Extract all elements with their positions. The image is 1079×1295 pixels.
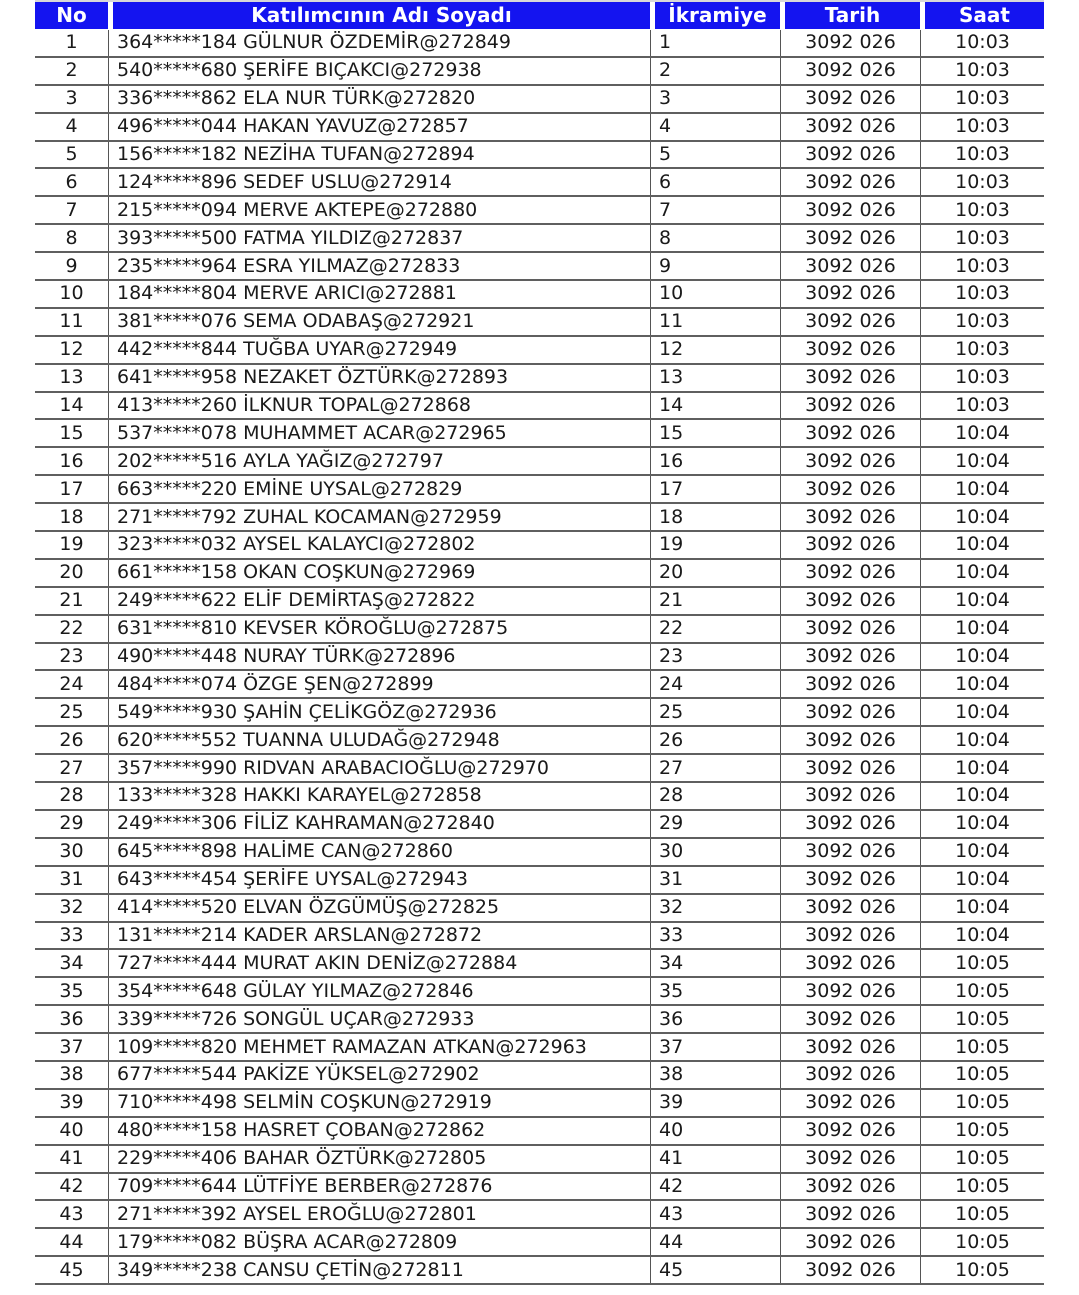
tarih-value: 3092 026	[780, 839, 920, 865]
row-number: 23	[59, 645, 84, 668]
saat-value: 10:03	[920, 169, 1044, 195]
saat-value: 10:04	[920, 504, 1044, 530]
table-row	[35, 950, 1044, 978]
table-body	[35, 30, 1044, 1285]
ikramiye-value: 35	[650, 978, 780, 1004]
saat-value: 10:05	[920, 1090, 1044, 1116]
saat-value: 10:03	[920, 197, 1044, 223]
saat-value: 10:05	[920, 1146, 1044, 1172]
table-row	[35, 281, 1044, 309]
tarih-value: 3092 026	[780, 978, 920, 1004]
table-row	[35, 1229, 1044, 1257]
row-number: 10	[59, 282, 84, 305]
tarih-value: 3092 026	[780, 671, 920, 697]
tarih-value: 3092 026	[780, 616, 920, 642]
row-number: 38	[59, 1063, 84, 1086]
ikramiye-value: 32	[650, 895, 780, 921]
ikramiye-value: 5	[650, 142, 780, 168]
ikramiye-value: 17	[650, 476, 780, 502]
row-number: 1	[65, 31, 78, 54]
row-number: 17	[59, 477, 84, 500]
saat-value: 10:03	[920, 337, 1044, 363]
table-row	[35, 783, 1044, 811]
ikramiye-value: 2	[650, 58, 780, 84]
ikramiye-value: 9	[650, 253, 780, 279]
saat-value: 10:04	[920, 923, 1044, 949]
table-row	[35, 811, 1044, 839]
saat-value: 10:04	[920, 839, 1044, 865]
saat-value: 10:03	[920, 253, 1044, 279]
participant-name: 393*****500 FATMA YILDIZ@272837	[108, 225, 650, 251]
participant-name: 549*****930 ŞAHİN ÇELİKGÖZ@272936	[108, 699, 650, 725]
saat-value: 10:04	[920, 811, 1044, 837]
header-tarih: Tarih	[780, 2, 920, 29]
table-row	[35, 420, 1044, 448]
tarih-value: 3092 026	[780, 727, 920, 753]
tarih-value: 3092 026	[780, 1062, 920, 1088]
participant-name: 641*****958 NEZAKET ÖZTÜRK@272893	[108, 365, 650, 391]
row-number: 40	[59, 1119, 84, 1142]
tarih-value: 3092 026	[780, 783, 920, 809]
table-row	[35, 616, 1044, 644]
ikramiye-value: 42	[650, 1174, 780, 1200]
tarih-value: 3092 026	[780, 755, 920, 781]
table-row	[35, 337, 1044, 365]
saat-value: 10:04	[920, 671, 1044, 697]
tarih-value: 3092 026	[780, 867, 920, 893]
tarih-value: 3092 026	[780, 532, 920, 558]
ikramiye-value: 30	[650, 839, 780, 865]
table-row	[35, 867, 1044, 895]
table-row	[35, 1201, 1044, 1229]
saat-value: 10:03	[920, 393, 1044, 419]
table-row	[35, 1062, 1044, 1090]
participant-name: 229*****406 BAHAR ÖZTÜRK@272805	[108, 1146, 650, 1172]
participant-name: 156*****182 NEZİHA TUFAN@272894	[108, 142, 650, 168]
participant-name: 645*****898 HALİME CAN@272860	[108, 839, 650, 865]
tarih-value: 3092 026	[780, 1201, 920, 1227]
row-number: 20	[59, 561, 84, 584]
table-row	[35, 699, 1044, 727]
saat-value: 10:03	[920, 142, 1044, 168]
row-number: 15	[59, 421, 84, 444]
saat-value: 10:04	[920, 448, 1044, 474]
table-row	[35, 978, 1044, 1006]
saat-value: 10:05	[920, 1174, 1044, 1200]
ikramiye-value: 45	[650, 1257, 780, 1283]
participant-name: 620*****552 TUANNA ULUDAĞ@272948	[108, 727, 650, 753]
tarih-value: 3092 026	[780, 86, 920, 112]
ikramiye-value: 24	[650, 671, 780, 697]
row-number: 39	[59, 1091, 84, 1114]
participant-name: 271*****392 AYSEL EROĞLU@272801	[108, 1201, 650, 1227]
tarih-value: 3092 026	[780, 644, 920, 670]
table-row	[35, 309, 1044, 337]
table-row	[35, 895, 1044, 923]
participant-name: 354*****648 GÜLAY YILMAZ@272846	[108, 978, 650, 1004]
row-number: 16	[59, 449, 84, 472]
table-row	[35, 923, 1044, 951]
tarih-value: 3092 026	[780, 588, 920, 614]
ikramiye-value: 18	[650, 504, 780, 530]
ikramiye-value: 25	[650, 699, 780, 725]
saat-value: 10:03	[920, 365, 1044, 391]
ikramiye-value: 15	[650, 420, 780, 446]
table-row	[35, 755, 1044, 783]
saat-value: 10:04	[920, 783, 1044, 809]
table-row	[35, 225, 1044, 253]
participant-name: 349*****238 CANSU ÇETİN@272811	[108, 1257, 650, 1283]
participant-name: 480*****158 HASRET ÇOBAN@272862	[108, 1118, 650, 1144]
tarih-value: 3092 026	[780, 225, 920, 251]
row-number: 43	[59, 1202, 84, 1225]
saat-value: 10:03	[920, 30, 1044, 56]
ikramiye-value: 7	[650, 197, 780, 223]
row-number: 42	[59, 1174, 84, 1197]
participant-name: 202*****516 AYLA YAĞIZ@272797	[108, 448, 650, 474]
ikramiye-value: 8	[650, 225, 780, 251]
ikramiye-value: 22	[650, 616, 780, 642]
saat-value: 10:05	[920, 950, 1044, 976]
participant-name: 490*****448 NURAY TÜRK@272896	[108, 644, 650, 670]
tarih-value: 3092 026	[780, 1229, 920, 1255]
participant-name: 442*****844 TUĞBA UYAR@272949	[108, 337, 650, 363]
table-row	[35, 86, 1044, 114]
ikramiye-value: 21	[650, 588, 780, 614]
saat-value: 10:03	[920, 86, 1044, 112]
participant-name: 709*****644 LÜTFİYE BERBER@272876	[108, 1174, 650, 1200]
row-number: 13	[59, 366, 84, 389]
tarih-value: 3092 026	[780, 923, 920, 949]
tarih-value: 3092 026	[780, 30, 920, 56]
saat-value: 10:05	[920, 1062, 1044, 1088]
row-number: 14	[59, 394, 84, 417]
participant-name: 364*****184 GÜLNUR ÖZDEMİR@272849	[108, 30, 650, 56]
row-number: 37	[59, 1035, 84, 1058]
participant-name: 215*****094 MERVE AKTEPE@272880	[108, 197, 650, 223]
saat-value: 10:05	[920, 1118, 1044, 1144]
row-number: 36	[59, 1007, 84, 1030]
row-number: 21	[59, 589, 84, 612]
participant-name: 249*****306 FİLİZ KAHRAMAN@272840	[108, 811, 650, 837]
table-row	[35, 1118, 1044, 1146]
tarih-value: 3092 026	[780, 895, 920, 921]
table-row	[35, 114, 1044, 142]
saat-value: 10:03	[920, 281, 1044, 307]
participant-name: 131*****214 KADER ARSLAN@272872	[108, 923, 650, 949]
participant-name: 540*****680 ŞERİFE BIÇAKCI@272938	[108, 58, 650, 84]
row-number: 32	[59, 896, 84, 919]
participant-name: 663*****220 EMİNE UYSAL@272829	[108, 476, 650, 502]
header-ikramiye: İkramiye	[650, 2, 780, 29]
saat-value: 10:04	[920, 616, 1044, 642]
tarih-value: 3092 026	[780, 114, 920, 140]
table-row	[35, 30, 1044, 58]
saat-value: 10:05	[920, 978, 1044, 1004]
participant-name: 124*****896 SEDEF USLU@272914	[108, 169, 650, 195]
row-number: 25	[59, 700, 84, 723]
tarih-value: 3092 026	[780, 950, 920, 976]
row-number: 28	[59, 784, 84, 807]
saat-value: 10:04	[920, 420, 1044, 446]
row-number: 7	[65, 198, 78, 221]
tarih-value: 3092 026	[780, 169, 920, 195]
row-number: 33	[59, 923, 84, 946]
table-row	[35, 197, 1044, 225]
ikramiye-value: 20	[650, 560, 780, 586]
participant-name: 184*****804 MERVE ARICI@272881	[108, 281, 650, 307]
tarih-value: 3092 026	[780, 811, 920, 837]
participant-name: 336*****862 ELA NUR TÜRK@272820	[108, 86, 650, 112]
saat-value: 10:03	[920, 58, 1044, 84]
saat-value: 10:04	[920, 532, 1044, 558]
participant-name: 496*****044 HAKAN YAVUZ@272857	[108, 114, 650, 140]
ikramiye-value: 4	[650, 114, 780, 140]
table-row	[35, 504, 1044, 532]
participant-name: 133*****328 HAKKI KARAYEL@272858	[108, 783, 650, 809]
participant-name: 710*****498 SELMİN COŞKUN@272919	[108, 1090, 650, 1116]
ikramiye-value: 36	[650, 1006, 780, 1032]
participant-name: 484*****074 ÖZGE ŞEN@272899	[108, 671, 650, 697]
participant-name: 381*****076 SEMA ODABAŞ@272921	[108, 309, 650, 335]
row-number: 41	[59, 1147, 84, 1170]
ikramiye-value: 44	[650, 1229, 780, 1255]
participant-name: 414*****520 ELVAN ÖZGÜMÜŞ@272825	[108, 895, 650, 921]
row-number: 22	[59, 617, 84, 640]
participant-name: 235*****964 ESRA YILMAZ@272833	[108, 253, 650, 279]
saat-value: 10:05	[920, 1201, 1044, 1227]
saat-value: 10:03	[920, 309, 1044, 335]
header-saat: Saat	[920, 2, 1044, 29]
tarih-value: 3092 026	[780, 504, 920, 530]
row-number: 11	[59, 310, 84, 333]
ikramiye-value: 13	[650, 365, 780, 391]
tarih-value: 3092 026	[780, 420, 920, 446]
saat-value: 10:03	[920, 114, 1044, 140]
table-row	[35, 532, 1044, 560]
tarih-value: 3092 026	[780, 197, 920, 223]
table-row	[35, 1034, 1044, 1062]
table-header	[35, 0, 1044, 30]
row-number: 6	[65, 170, 78, 193]
saat-value: 10:04	[920, 727, 1044, 753]
ikramiye-value: 38	[650, 1062, 780, 1088]
ikramiye-value: 16	[650, 448, 780, 474]
table-row	[35, 839, 1044, 867]
participant-name: 339*****726 SONGÜL UÇAR@272933	[108, 1006, 650, 1032]
saat-value: 10:05	[920, 1229, 1044, 1255]
tarih-value: 3092 026	[780, 560, 920, 586]
table-row	[35, 393, 1044, 421]
row-number: 31	[59, 868, 84, 891]
table-row	[35, 1090, 1044, 1118]
ikramiye-value: 34	[650, 950, 780, 976]
tarih-value: 3092 026	[780, 337, 920, 363]
tarih-value: 3092 026	[780, 1146, 920, 1172]
ikramiye-value: 43	[650, 1201, 780, 1227]
row-number: 4	[65, 115, 78, 138]
tarih-value: 3092 026	[780, 699, 920, 725]
table-row	[35, 588, 1044, 616]
table-row	[35, 448, 1044, 476]
row-number: 27	[59, 756, 84, 779]
participant-name: 357*****990 RIDVAN ARABACIOĞLU@272970	[108, 755, 650, 781]
saat-value: 10:04	[920, 755, 1044, 781]
tarih-value: 3092 026	[780, 393, 920, 419]
saat-value: 10:04	[920, 895, 1044, 921]
table-row	[35, 1006, 1044, 1034]
row-number: 18	[59, 505, 84, 528]
tarih-value: 3092 026	[780, 1257, 920, 1283]
row-number: 19	[59, 533, 84, 556]
row-number: 9	[65, 254, 78, 277]
participant-name: 727*****444 MURAT AKIN DENİZ@272884	[108, 950, 650, 976]
tarih-value: 3092 026	[780, 1118, 920, 1144]
table-row	[35, 644, 1044, 672]
ikramiye-value: 27	[650, 755, 780, 781]
saat-value: 10:03	[920, 225, 1044, 251]
participant-name: 643*****454 ŞERİFE UYSAL@272943	[108, 867, 650, 893]
ikramiye-value: 39	[650, 1090, 780, 1116]
tarih-value: 3092 026	[780, 476, 920, 502]
tarih-value: 3092 026	[780, 1090, 920, 1116]
ikramiye-value: 40	[650, 1118, 780, 1144]
saat-value: 10:04	[920, 867, 1044, 893]
table-row	[35, 671, 1044, 699]
participant-name: 661*****158 OKAN COŞKUN@272969	[108, 560, 650, 586]
ikramiye-value: 23	[650, 644, 780, 670]
participant-name: 271*****792 ZUHAL KOCAMAN@272959	[108, 504, 650, 530]
ikramiye-value: 41	[650, 1146, 780, 1172]
ikramiye-value: 14	[650, 393, 780, 419]
row-number: 24	[59, 672, 84, 695]
saat-value: 10:04	[920, 560, 1044, 586]
participant-name: 179*****082 BÜŞRA ACAR@272809	[108, 1229, 650, 1255]
saat-value: 10:05	[920, 1006, 1044, 1032]
row-number: 45	[59, 1258, 84, 1281]
ikramiye-value: 12	[650, 337, 780, 363]
tarih-value: 3092 026	[780, 1034, 920, 1060]
participant-name: 631*****810 KEVSER KÖROĞLU@272875	[108, 616, 650, 642]
participant-name: 323*****032 AYSEL KALAYCI@272802	[108, 532, 650, 558]
row-number: 44	[59, 1230, 84, 1253]
ikramiye-value: 31	[650, 867, 780, 893]
saat-value: 10:05	[920, 1034, 1044, 1060]
table-row	[35, 560, 1044, 588]
saat-value: 10:04	[920, 644, 1044, 670]
row-number: 34	[59, 951, 84, 974]
row-number: 30	[59, 840, 84, 863]
winners-table	[35, 0, 1044, 1285]
ikramiye-value: 19	[650, 532, 780, 558]
ikramiye-value: 1	[650, 30, 780, 56]
table-row	[35, 476, 1044, 504]
ikramiye-value: 10	[650, 281, 780, 307]
tarih-value: 3092 026	[780, 281, 920, 307]
row-number: 5	[65, 143, 78, 165]
ikramiye-value: 28	[650, 783, 780, 809]
row-number: 3	[65, 87, 78, 110]
tarih-value: 3092 026	[780, 309, 920, 335]
tarih-value: 3092 026	[780, 253, 920, 279]
tarih-value: 3092 026	[780, 1006, 920, 1032]
row-number: 8	[65, 226, 78, 249]
saat-value: 10:05	[920, 1257, 1044, 1283]
header-no: No	[35, 2, 108, 29]
tarih-value: 3092 026	[780, 1174, 920, 1200]
participant-name: 109*****820 MEHMET RAMAZAN ATKAN@272963	[108, 1034, 650, 1060]
row-number: 26	[59, 728, 84, 751]
saat-value: 10:04	[920, 588, 1044, 614]
ikramiye-value: 37	[650, 1034, 780, 1060]
ikramiye-value: 26	[650, 727, 780, 753]
tarih-value: 3092 026	[780, 365, 920, 391]
table-row	[35, 253, 1044, 281]
ikramiye-value: 6	[650, 169, 780, 195]
ikramiye-value: 11	[650, 309, 780, 335]
table-row	[35, 1146, 1044, 1174]
participant-name: 537*****078 MUHAMMET ACAR@272965	[108, 420, 650, 446]
ikramiye-value: 33	[650, 923, 780, 949]
table-row	[35, 365, 1044, 393]
saat-value: 10:04	[920, 476, 1044, 502]
table-row	[35, 1174, 1044, 1202]
row-number: 12	[59, 338, 84, 361]
ikramiye-value: 29	[650, 811, 780, 837]
tarih-value: 3092 026	[780, 448, 920, 474]
participant-name: 249*****622 ELİF DEMİRTAŞ@272822	[108, 588, 650, 614]
header-participant-name: Katılımcının Adı Soyadı	[108, 2, 650, 29]
participant-name: 677*****544 PAKİZE YÜKSEL@272902	[108, 1062, 650, 1088]
table-row	[35, 169, 1044, 197]
ikramiye-value: 3	[650, 86, 780, 112]
saat-value: 10:04	[920, 699, 1044, 725]
row-number: 35	[59, 979, 84, 1002]
table-row	[35, 142, 1044, 170]
tarih-value: 3092 026	[780, 142, 920, 168]
table-row	[35, 1257, 1044, 1285]
tarih-value: 3092 026	[780, 58, 920, 84]
table-row	[35, 727, 1044, 755]
participant-name: 413*****260 İLKNUR TOPAL@272868	[108, 393, 650, 419]
row-number: 29	[59, 812, 84, 835]
table-row	[35, 58, 1044, 86]
row-number: 2	[65, 59, 78, 82]
